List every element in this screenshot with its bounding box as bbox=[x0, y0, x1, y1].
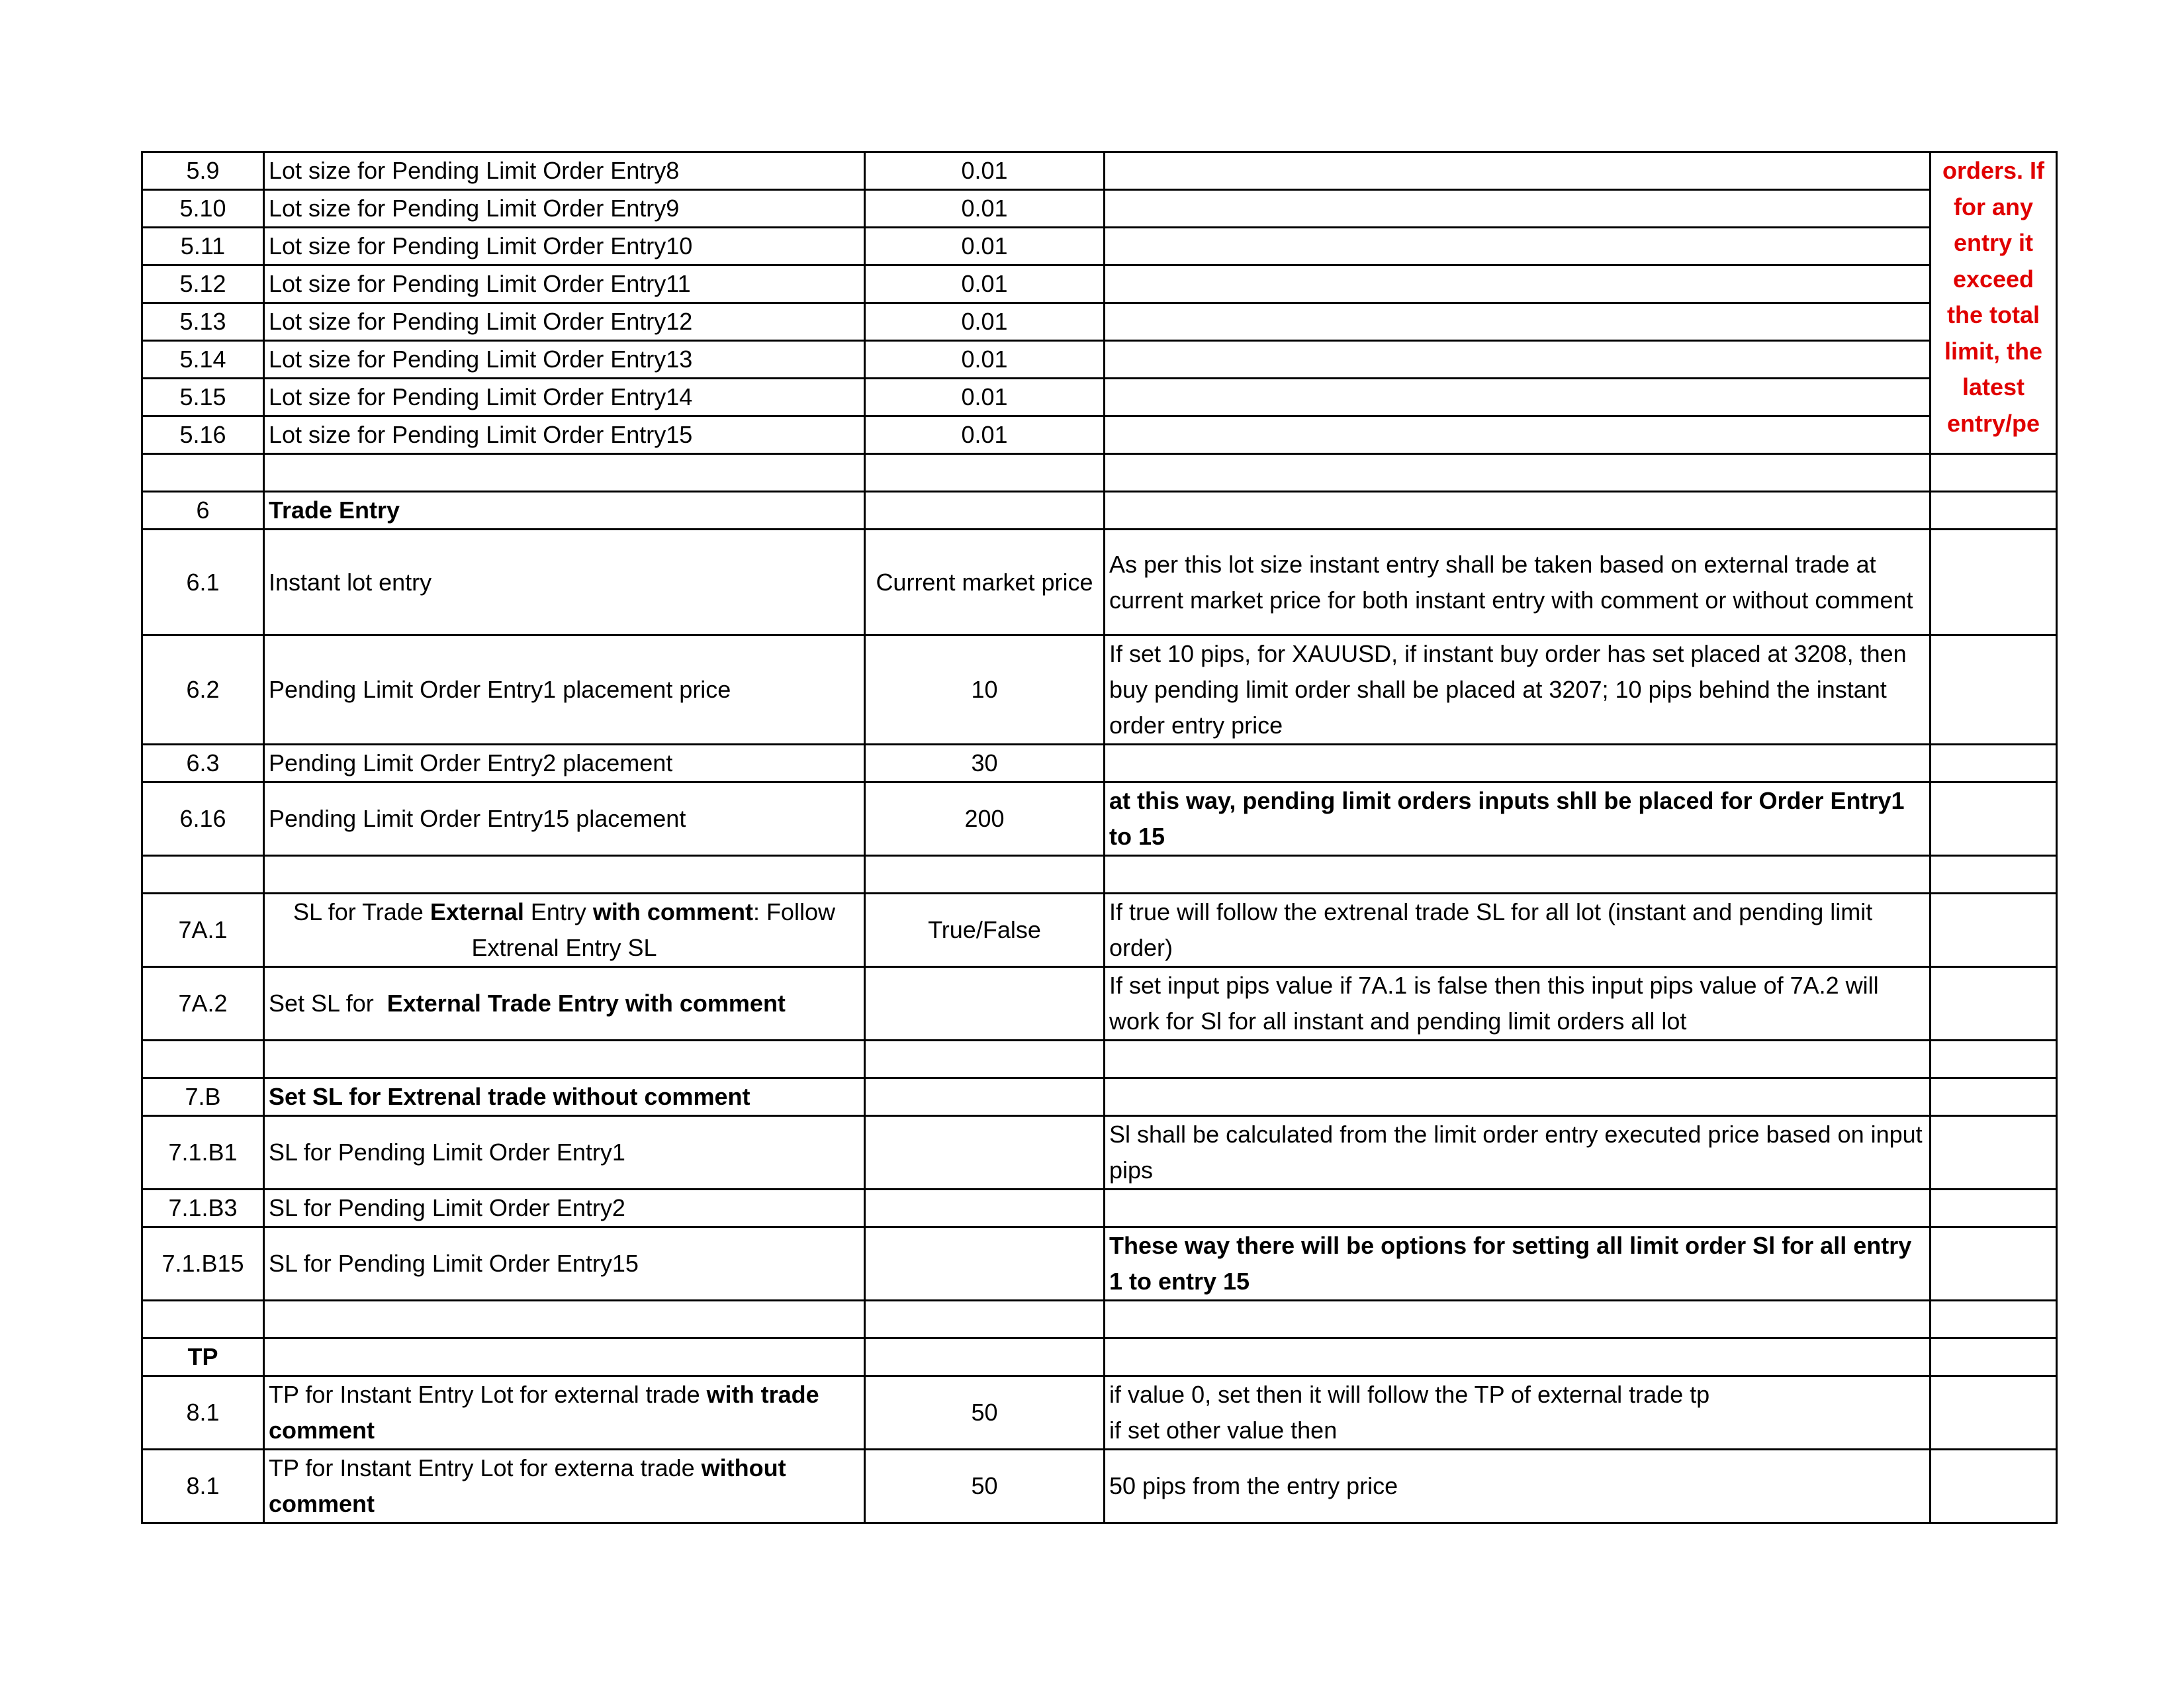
description-line: if set other value then bbox=[1109, 1417, 1338, 1444]
empty-cell bbox=[264, 1338, 865, 1376]
table-row bbox=[142, 782, 2057, 856]
parameter-description: These way there will be options for setting all limit order Sl for all entry 1 to entry 15 bbox=[1105, 1227, 1931, 1301]
side-note: orders. If for any entry it exceed the total limit, the latest entry/pe bbox=[1931, 152, 2057, 454]
blank-row bbox=[142, 454, 2057, 492]
table-row bbox=[142, 894, 2057, 967]
parameter-name-part: Entry bbox=[523, 898, 593, 925]
parameter-name: Lot size for Pending Limit Order Entry9 bbox=[264, 190, 865, 228]
row-number: 5.13 bbox=[142, 303, 264, 341]
parameter-name-bold: with trade comment bbox=[269, 1381, 819, 1444]
parameter-value: 0.01 bbox=[865, 303, 1105, 341]
empty-cell bbox=[865, 856, 1105, 894]
parameter-name-part: Set SL for bbox=[269, 990, 387, 1017]
parameter-value: 50 bbox=[865, 1376, 1105, 1450]
row-number: 5.10 bbox=[142, 190, 264, 228]
row-number: 6.2 bbox=[142, 635, 264, 745]
blank-row bbox=[142, 856, 2057, 894]
parameter-name: SL for Pending Limit Order Entry1 bbox=[264, 1116, 865, 1190]
parameter-name-part: TP for Instant Entry Lot for external trade bbox=[269, 1381, 707, 1408]
row-number: 6.3 bbox=[142, 745, 264, 782]
empty-cell bbox=[1105, 1301, 1931, 1338]
parameter-description bbox=[1105, 265, 1931, 303]
parameter-name: Lot size for Pending Limit Order Entry14 bbox=[264, 379, 865, 416]
section-header-row bbox=[142, 1338, 2057, 1376]
parameter-name-part: TP for Instant Entry Lot for externa trade bbox=[269, 1454, 702, 1481]
empty-cell bbox=[1931, 894, 2057, 967]
row-number: 7.1.B3 bbox=[142, 1190, 264, 1227]
blank-row bbox=[142, 1301, 2057, 1338]
empty-cell bbox=[1105, 1041, 1931, 1078]
spreadsheet-page bbox=[141, 151, 2056, 1524]
empty-cell bbox=[142, 1301, 264, 1338]
empty-cell bbox=[1931, 1376, 2057, 1450]
parameter-value bbox=[865, 1190, 1105, 1227]
empty-cell bbox=[1105, 492, 1931, 530]
table-row bbox=[142, 1376, 2057, 1450]
parameter-name-part: SL for Trade bbox=[293, 898, 430, 925]
parameter-description: 50 pips from the entry price bbox=[1105, 1450, 1931, 1523]
table-row bbox=[142, 228, 2057, 265]
section-title: Trade Entry bbox=[264, 492, 865, 530]
row-number: 8.1 bbox=[142, 1450, 264, 1523]
empty-cell bbox=[142, 856, 264, 894]
parameter-description bbox=[1105, 341, 1931, 379]
empty-cell bbox=[1931, 635, 2057, 745]
empty-cell bbox=[264, 1041, 865, 1078]
empty-cell bbox=[1931, 454, 2057, 492]
parameter-name: Lot size for Pending Limit Order Entry11 bbox=[264, 265, 865, 303]
parameter-value: 0.01 bbox=[865, 228, 1105, 265]
row-number: 5.15 bbox=[142, 379, 264, 416]
section-header-row bbox=[142, 1078, 2057, 1116]
empty-cell bbox=[142, 1041, 264, 1078]
empty-cell bbox=[1931, 782, 2057, 856]
blank-row bbox=[142, 1041, 2057, 1078]
table-row bbox=[142, 190, 2057, 228]
description-line: if value 0, set then it will follow the TP of external trade tp bbox=[1109, 1381, 1710, 1408]
empty-cell bbox=[1105, 454, 1931, 492]
parameter-name bbox=[264, 894, 865, 967]
parameter-description bbox=[1105, 379, 1931, 416]
parameter-name: Pending Limit Order Entry2 placement bbox=[264, 745, 865, 782]
empty-cell bbox=[865, 1338, 1105, 1376]
row-number: 5.16 bbox=[142, 416, 264, 454]
row-number: 7A.1 bbox=[142, 894, 264, 967]
parameter-name bbox=[264, 1450, 865, 1523]
empty-cell bbox=[1931, 745, 2057, 782]
empty-cell bbox=[1931, 1078, 2057, 1116]
parameter-description: If true will follow the extrenal trade SL for all lot (instant and pending limit order) bbox=[1105, 894, 1931, 967]
parameter-name-bold: External bbox=[430, 898, 524, 925]
table-row bbox=[142, 745, 2057, 782]
section-title: Set SL for Extrenal trade without comment bbox=[264, 1078, 865, 1116]
table-row bbox=[142, 1190, 2057, 1227]
parameter-value bbox=[865, 967, 1105, 1041]
row-number: 5.11 bbox=[142, 228, 264, 265]
parameter-name-part: : Follow Extrenal Entry SL bbox=[471, 898, 835, 961]
empty-cell bbox=[264, 1301, 865, 1338]
row-number: 5.12 bbox=[142, 265, 264, 303]
table-row bbox=[142, 303, 2057, 341]
parameter-value bbox=[865, 1227, 1105, 1301]
empty-cell bbox=[1105, 1338, 1931, 1376]
row-number: 5.14 bbox=[142, 341, 264, 379]
empty-cell bbox=[1931, 1041, 2057, 1078]
empty-cell bbox=[1931, 1338, 2057, 1376]
section-number: 6 bbox=[142, 492, 264, 530]
parameter-description bbox=[1105, 1376, 1931, 1450]
table-row bbox=[142, 967, 2057, 1041]
row-number: 7A.2 bbox=[142, 967, 264, 1041]
parameter-value: 0.01 bbox=[865, 265, 1105, 303]
parameter-description bbox=[1105, 745, 1931, 782]
parameter-name: Lot size for Pending Limit Order Entry10 bbox=[264, 228, 865, 265]
parameter-value: 50 bbox=[865, 1450, 1105, 1523]
parameter-name: Lot size for Pending Limit Order Entry15 bbox=[264, 416, 865, 454]
section-number: TP bbox=[142, 1338, 264, 1376]
table-row bbox=[142, 152, 2057, 190]
table-row bbox=[142, 530, 2057, 635]
empty-cell bbox=[1931, 1301, 2057, 1338]
parameter-name-bold: External Trade Entry with comment bbox=[387, 990, 786, 1017]
parameter-name bbox=[264, 1376, 865, 1450]
empty-cell bbox=[1931, 856, 2057, 894]
parameter-value: 0.01 bbox=[865, 152, 1105, 190]
parameter-name: Lot size for Pending Limit Order Entry13 bbox=[264, 341, 865, 379]
row-number: 7.1.B15 bbox=[142, 1227, 264, 1301]
parameter-value: 30 bbox=[865, 745, 1105, 782]
row-number: 8.1 bbox=[142, 1376, 264, 1450]
empty-cell bbox=[1105, 1078, 1931, 1116]
empty-cell bbox=[865, 1078, 1105, 1116]
table-row bbox=[142, 635, 2057, 745]
parameter-name: Lot size for Pending Limit Order Entry8 bbox=[264, 152, 865, 190]
settings-table bbox=[141, 151, 2058, 1524]
table-row bbox=[142, 265, 2057, 303]
parameter-value: 10 bbox=[865, 635, 1105, 745]
parameter-value: 0.01 bbox=[865, 416, 1105, 454]
section-header-row bbox=[142, 492, 2057, 530]
parameter-value: Current market price bbox=[865, 530, 1105, 635]
parameter-value: 0.01 bbox=[865, 341, 1105, 379]
parameter-value: 0.01 bbox=[865, 190, 1105, 228]
empty-cell bbox=[1931, 1450, 2057, 1523]
table-row bbox=[142, 1450, 2057, 1523]
parameter-name: Pending Limit Order Entry1 placement price bbox=[264, 635, 865, 745]
table-row bbox=[142, 416, 2057, 454]
parameter-name: Pending Limit Order Entry15 placement bbox=[264, 782, 865, 856]
table-row bbox=[142, 379, 2057, 416]
empty-cell bbox=[1931, 530, 2057, 635]
empty-cell bbox=[865, 1301, 1105, 1338]
parameter-name: Instant lot entry bbox=[264, 530, 865, 635]
parameter-description bbox=[1105, 303, 1931, 341]
empty-cell bbox=[1931, 1190, 2057, 1227]
parameter-value: 200 bbox=[865, 782, 1105, 856]
parameter-description bbox=[1105, 1190, 1931, 1227]
parameter-description: As per this lot size instant entry shall be taken based on external trade at current market price for both instant entry with comment or without comment bbox=[1105, 530, 1931, 635]
empty-cell bbox=[1931, 492, 2057, 530]
row-number: 7.1.B1 bbox=[142, 1116, 264, 1190]
parameter-description bbox=[1105, 228, 1931, 265]
parameter-name-bold: without comment bbox=[269, 1454, 786, 1517]
parameter-description bbox=[1105, 152, 1931, 190]
row-number: 5.9 bbox=[142, 152, 264, 190]
parameter-description: If set 10 pips, for XAUUSD, if instant buy order has set placed at 3208, then buy pending limit order shall be placed at 3207; 10 pips behind the instant order entry price bbox=[1105, 635, 1931, 745]
parameter-name: SL for Pending Limit Order Entry15 bbox=[264, 1227, 865, 1301]
row-number: 6.16 bbox=[142, 782, 264, 856]
empty-cell bbox=[865, 1041, 1105, 1078]
table-row bbox=[142, 1116, 2057, 1190]
table-row bbox=[142, 1227, 2057, 1301]
parameter-description: Sl shall be calculated from the limit order entry executed price based on input pips bbox=[1105, 1116, 1931, 1190]
empty-cell bbox=[264, 856, 865, 894]
section-number: 7.B bbox=[142, 1078, 264, 1116]
parameter-description: If set input pips value if 7A.1 is false then this input pips value of 7A.2 will work for Sl for all instant and pending limit orders all lot bbox=[1105, 967, 1931, 1041]
empty-cell bbox=[1931, 1227, 2057, 1301]
parameter-description bbox=[1105, 416, 1931, 454]
table-row bbox=[142, 341, 2057, 379]
empty-cell bbox=[1931, 967, 2057, 1041]
row-number: 6.1 bbox=[142, 530, 264, 635]
empty-cell bbox=[1931, 1116, 2057, 1190]
parameter-description: at this way, pending limit orders inputs shll be placed for Order Entry1 to 15 bbox=[1105, 782, 1931, 856]
parameter-name: Lot size for Pending Limit Order Entry12 bbox=[264, 303, 865, 341]
empty-cell bbox=[1105, 856, 1931, 894]
parameter-name-bold: with comment bbox=[592, 898, 753, 925]
empty-cell bbox=[865, 492, 1105, 530]
parameter-value: True/False bbox=[865, 894, 1105, 967]
parameter-name: SL for Pending Limit Order Entry2 bbox=[264, 1190, 865, 1227]
parameter-name bbox=[264, 967, 865, 1041]
empty-cell bbox=[142, 454, 264, 492]
empty-cell bbox=[865, 454, 1105, 492]
empty-cell bbox=[264, 454, 865, 492]
parameter-value: 0.01 bbox=[865, 379, 1105, 416]
parameter-value bbox=[865, 1116, 1105, 1190]
parameter-description bbox=[1105, 190, 1931, 228]
